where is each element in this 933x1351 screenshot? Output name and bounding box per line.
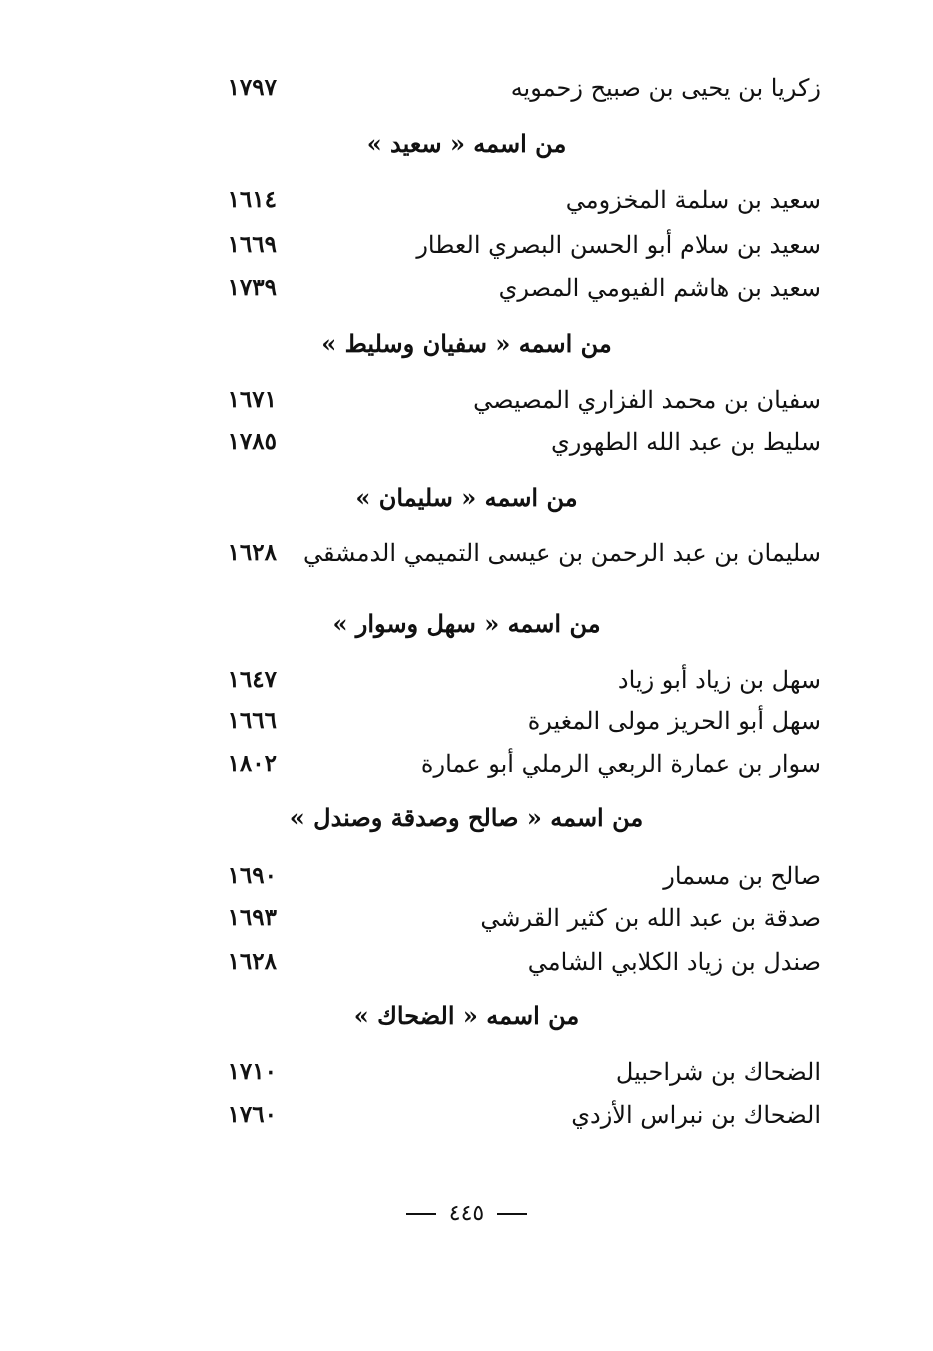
- entry-number: ١٦٢٨: [227, 539, 277, 566]
- entry-number: ١٦١٤: [227, 186, 277, 213]
- entry-number: ١٧٩٧: [227, 74, 277, 101]
- footer-dash: [497, 1213, 527, 1215]
- entry-name: صندل بن زياد الكلابي الشامي: [527, 948, 821, 976]
- page-number: ٤٤٥: [448, 1201, 485, 1226]
- entry-name: زكريا بن يحيى بن صبيح زحمويه: [510, 74, 821, 102]
- entry-row: [0, 533, 933, 577]
- section-heading: من اسمه « سفيان وسليط »: [321, 329, 612, 358]
- entry-number: ١٦٧١: [227, 386, 277, 413]
- section-heading: من اسمه « سهل وسوار »: [332, 609, 601, 638]
- footer-dash: [406, 1213, 436, 1215]
- entry-number: ١٧٣٩: [227, 274, 277, 301]
- section-heading: من اسمه « صالح وصدقة وصندل »: [289, 803, 644, 832]
- entry-row: [0, 180, 933, 224]
- entry-name: سعيد بن سلام أبو الحسن البصري العطار: [416, 231, 821, 259]
- page-footer: [0, 1196, 933, 1232]
- entry-name: صدقة بن عبد الله بن كثير القرشي: [480, 904, 821, 932]
- entry-row: [0, 1052, 933, 1096]
- entry-row: [0, 225, 933, 269]
- entry-row: [0, 268, 933, 312]
- entry-name: صالح بن مسمار: [663, 862, 821, 890]
- entry-row: [0, 701, 933, 745]
- entry-number: ١٦٢٨: [227, 948, 277, 975]
- entry-name: سعيد بن سلمة المخزومي: [565, 186, 821, 214]
- entry-row: [0, 1095, 933, 1139]
- entry-row: [0, 898, 933, 942]
- entry-row: [0, 942, 933, 986]
- entry-name: سليمان بن عبد الرحمن بن عيسى التميمي الدمشقي: [303, 539, 821, 567]
- entry-number: ١٨٠٢: [227, 750, 277, 777]
- entry-row: [0, 744, 933, 788]
- entry-row: [0, 856, 933, 900]
- entry-name: سهل أبو الحريز مولى المغيرة: [527, 707, 821, 735]
- entry-row: [0, 68, 933, 112]
- entry-row: [0, 380, 933, 424]
- entry-name: الضحاك بن شراحبيل: [615, 1058, 821, 1086]
- entry-number: ١٦٩٠: [227, 862, 277, 889]
- entry-name: سوار بن عمارة الربعي الرملي أبو عمارة: [420, 750, 821, 778]
- entry-name: سليط بن عبد الله الطهوري: [551, 428, 821, 456]
- entry-number: ١٦٦٩: [227, 231, 277, 258]
- section-heading: من اسمه « سليمان »: [355, 483, 578, 512]
- entry-name: سفيان بن محمد الفزاري المصيصي: [473, 386, 821, 414]
- entry-number: ١٧١٠: [227, 1058, 277, 1085]
- section-heading: من اسمه « الضحاك »: [353, 1001, 580, 1030]
- entry-name: سهل بن زياد أبو زياد: [617, 666, 821, 694]
- entry-name: الضحاك بن نبراس الأزدي: [571, 1101, 821, 1129]
- entry-row: [0, 422, 933, 466]
- section-heading: من اسمه « سعيد »: [366, 129, 567, 158]
- entry-number: ١٦٤٧: [227, 666, 277, 693]
- entry-name: سعيد بن هاشم الفيومي المصري: [498, 274, 821, 302]
- entry-number: ١٦٩٣: [227, 904, 277, 931]
- entry-number: ١٧٦٠: [227, 1101, 277, 1128]
- entry-number: ١٧٨٥: [227, 428, 277, 455]
- entry-row: [0, 660, 933, 704]
- entry-number: ١٦٦٦: [227, 707, 277, 734]
